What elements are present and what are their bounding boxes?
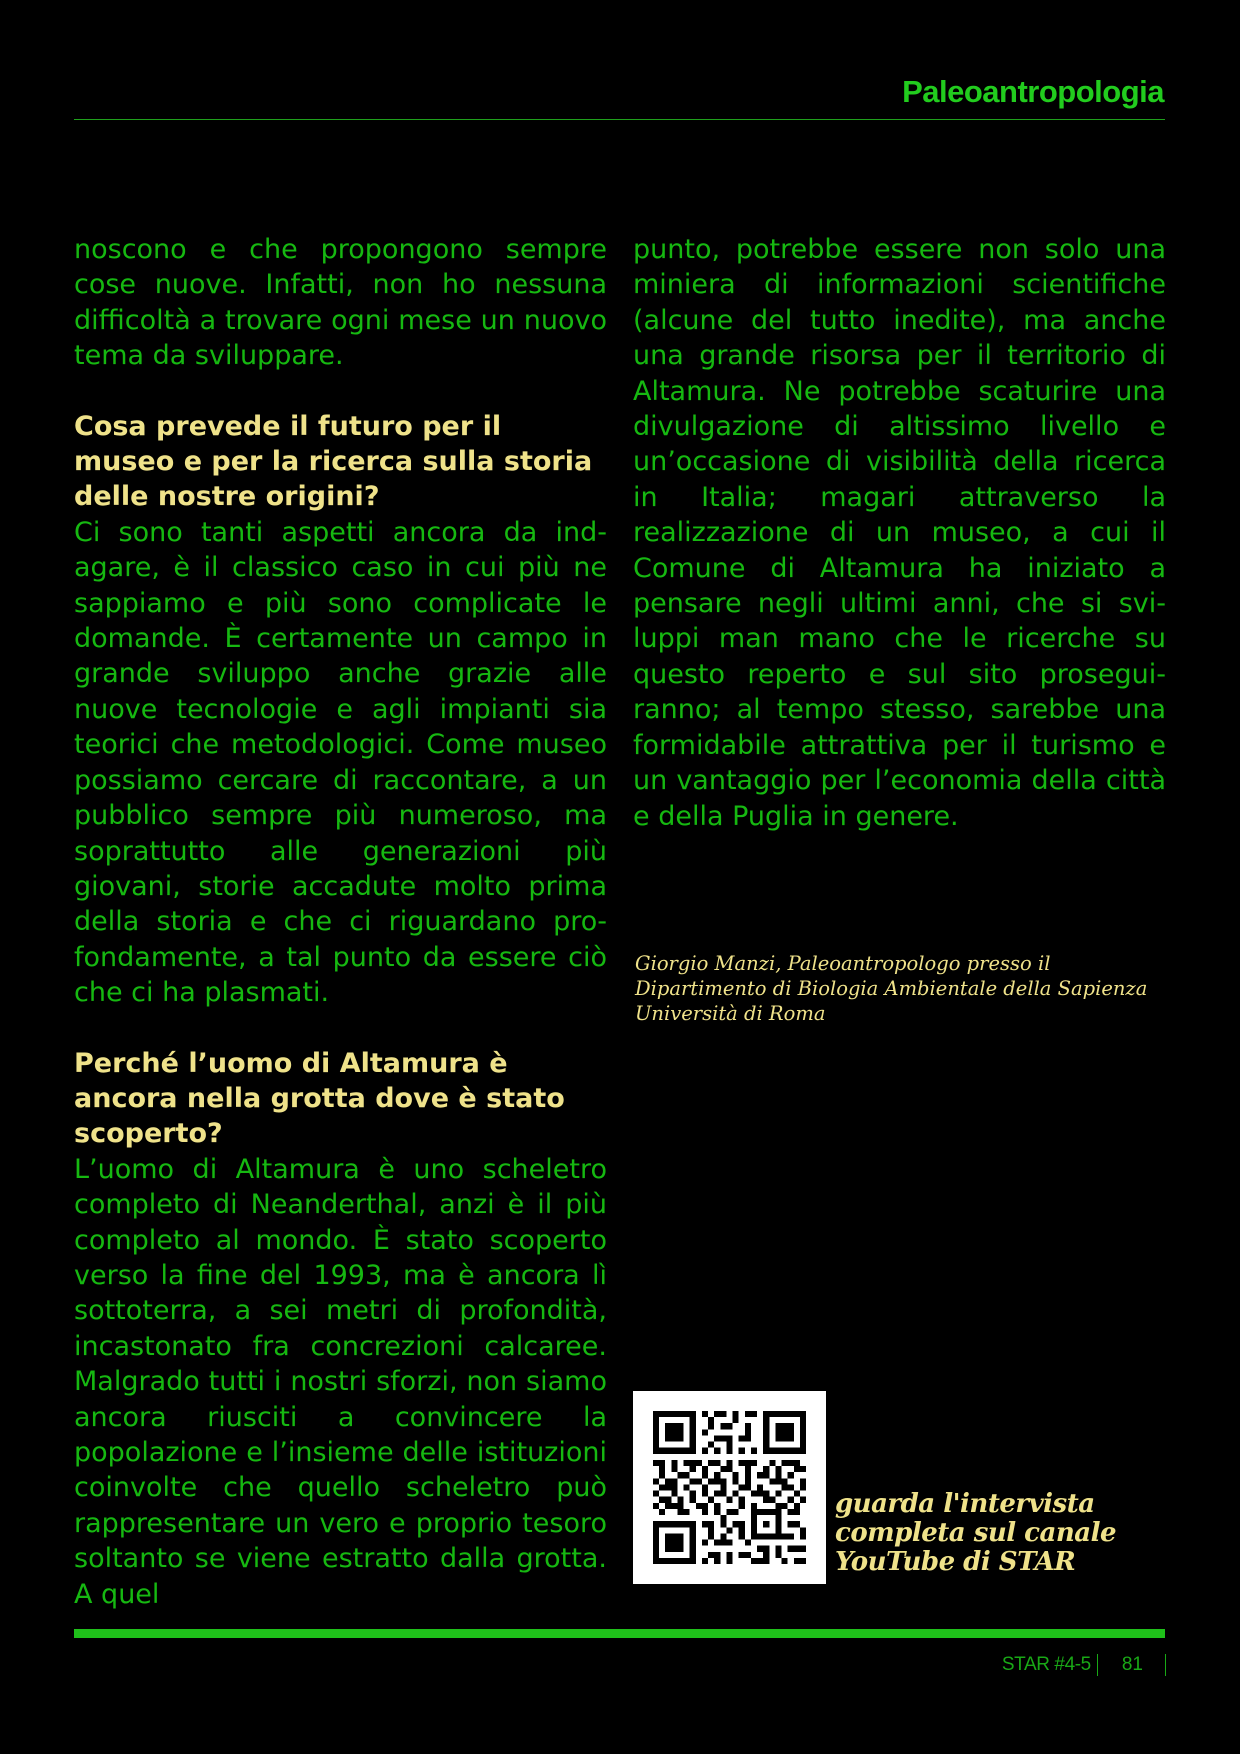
magazine-issue: STAR #4-5 xyxy=(1001,1654,1091,1675)
answer-altamura-man-continued: punto, potrebbe essere non solo una miniera di informazioni scientifiche (alcune del tutto inedite), ma anche una grande risorsa per il territorio di Altamura. Ne potrebbe scaturire una divulgazione di altissimo livello e un’occasione di visibilità della ricerca in Italia; magari attraverso la realizzazione di un museo, a cui il Comune di Altamura ha iniziato a pensare negli ultimi anni, che si sviluppi man mano che le ricerche su questo reperto e sul sito proseguiranno; al tempo stesso, sarebbe una formidabile attrattiva per il turismo e un vantaggio per l’economia della città e della Puglia in genere. xyxy=(633,234,1166,832)
section-title: Paleoantropologia xyxy=(902,74,1164,109)
paragraph-intro: noscono e che propongono sempre cose nuove. Infatti, non ho nessuna difficoltà a trovare ogni mese un nuovo tema da sviluppare. xyxy=(74,234,607,372)
paragraph-spacer xyxy=(74,1011,607,1046)
qr-code-icon xyxy=(653,1411,806,1564)
question-altamura-man: Perché l’uomo di Altamura è ancora nella grotta dove è stato scoperto? xyxy=(74,1047,565,1150)
left-column xyxy=(74,232,607,1612)
footer-separator xyxy=(1097,1654,1098,1676)
qr-code[interactable] xyxy=(633,1391,826,1584)
paragraph-spacer xyxy=(74,374,607,409)
qr-caption: guarda l'intervista completa sul canale YouTube di STAR xyxy=(835,1489,1117,1577)
author-credit: Giorgio Manzi, Paleoantropologo presso il Dipartimento di Biologia Ambientale della Sapienza Università di Roma xyxy=(635,952,1148,1025)
answer-altamura-man: L’uomo di Altamura è uno scheletro completo di Neanderthal, anzi è il più completo al mondo. È stato scoperto verso la fine del 1993, ma è ancora lì sottoterra, a sei metri di profondità, incastonato fra concrezioni calcaree. Malgrado tutti i nostri sforzi, non siamo ancora riusciti a convincere la popolazione e l’insieme delle istituzioni coinvolte che quello scheletro può rappresentare un vero e proprio tesoro soltanto se viene estratto dalla grotta. A quel xyxy=(74,1153,607,1610)
right-column xyxy=(633,232,1166,834)
footer-separator xyxy=(1165,1654,1166,1676)
page-footer xyxy=(1002,1652,1166,1678)
footer-divider xyxy=(74,1629,1165,1638)
question-future-museum: Cosa prevede il futuro per il museo e per la ricerca sulla storia delle nostre origini? xyxy=(74,410,593,513)
answer-future-museum: Ci sono tanti aspetti ancora da indagare, è il classico caso in cui più ne sappiamo e più sono complicate le domande. È certamente un campo in grande sviluppo anche grazie alle nuove tecnologie e agli impianti sia teorici che metodologici. Come museo possiamo cercare di raccontare, a un pubblico sempre più numeroso, ma soprattutto alle generazioni più giovani, storie accadute molto prima della storia e che ci riguardano profondamente, a tal punto da essere ciò che ci ha plasmati. xyxy=(74,516,607,1009)
page-number: 81 xyxy=(1121,1654,1143,1675)
header-divider xyxy=(74,119,1165,120)
